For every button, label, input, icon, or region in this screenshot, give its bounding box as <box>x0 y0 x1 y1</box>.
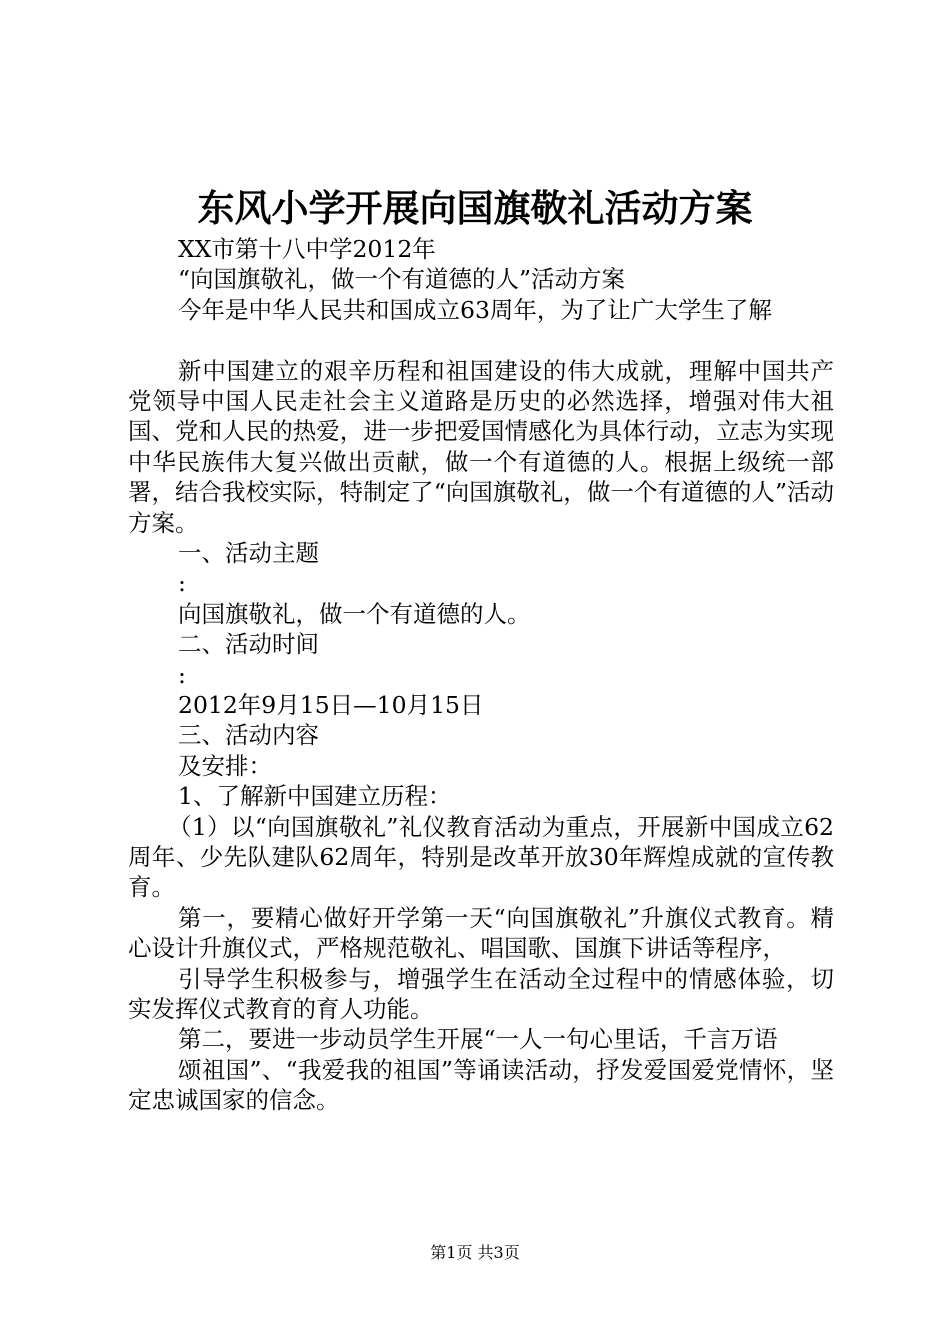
document-body <box>128 234 834 1116</box>
section-heading-content: 三、活动内容 <box>178 721 319 750</box>
intro-line: 今年是中华人民共和国成立63周年，为了让广大学生了解 <box>178 295 772 324</box>
section-heading-theme: 一、活动主题 <box>178 539 319 567</box>
document-title: 东风小学开展向国旗敬礼活动方案 <box>197 186 753 230</box>
section-heading-time: 二、活动时间 <box>178 630 319 659</box>
section-heading-content-cont: 及安排： <box>178 751 272 780</box>
paragraph-second: 第二，要进一步动员学生开展“一人一句心里话，千言万语 <box>178 1025 778 1054</box>
plan-subtitle: “向国旗敬礼，做一个有道德的人”活动方案 <box>178 265 626 294</box>
school-year-line: XX市第十八中学2012年 <box>178 235 436 263</box>
paragraph-first: 第一，要精心做好开学第一天“向国旗敬礼”升旗仪式教育。精心设计升旗仪式，严格规范敬礼、唱国歌、国旗下讲话等程序， <box>128 903 834 963</box>
page-footer: 第1页 共3页 <box>430 1243 520 1262</box>
blank-line <box>128 325 834 355</box>
item-heading-1: 1、了解新中国建立历程： <box>178 782 452 811</box>
paragraph-intro: 新中国建立的艰辛历程和祖国建设的伟大成就，理解中国共产党领导中国人民走社会主义道路是历史的必然选择，增强对伟大祖国、党和人民的热爱，进一步把爱国情感化为具体行动，立志为实现中华民族伟大复兴做出贡献，做一个有道德的人。根据上级统一部署，结合我校实际，特制定了“向国旗敬礼，做一个有道德的人”活动方案。 <box>128 356 834 537</box>
section-text-time: 2012年9月15日—10月15日 <box>178 690 484 719</box>
section-colon: : <box>178 660 186 689</box>
paragraph-guide: 引导学生积极参与，增强学生在活动全过程中的情感体验，切实发挥仪式教育的育人功能。 <box>128 964 834 1023</box>
section-text-theme: 向国旗敬礼，做一个有道德的人。 <box>178 599 531 628</box>
paragraph-item-1-1: （1）以“向国旗敬礼”礼仪教育活动为重点，开展新中国成立62周年、少先队建队62周年，特别是改革开放30年辉煌成就的宣传教育。 <box>128 812 834 902</box>
paragraph-second-cont: 颂祖国”、“我爱我的祖国”等诵读活动，抒发爱国爱党情怀，坚定忠诚国家的信念。 <box>128 1055 834 1115</box>
section-colon: : <box>178 569 186 598</box>
